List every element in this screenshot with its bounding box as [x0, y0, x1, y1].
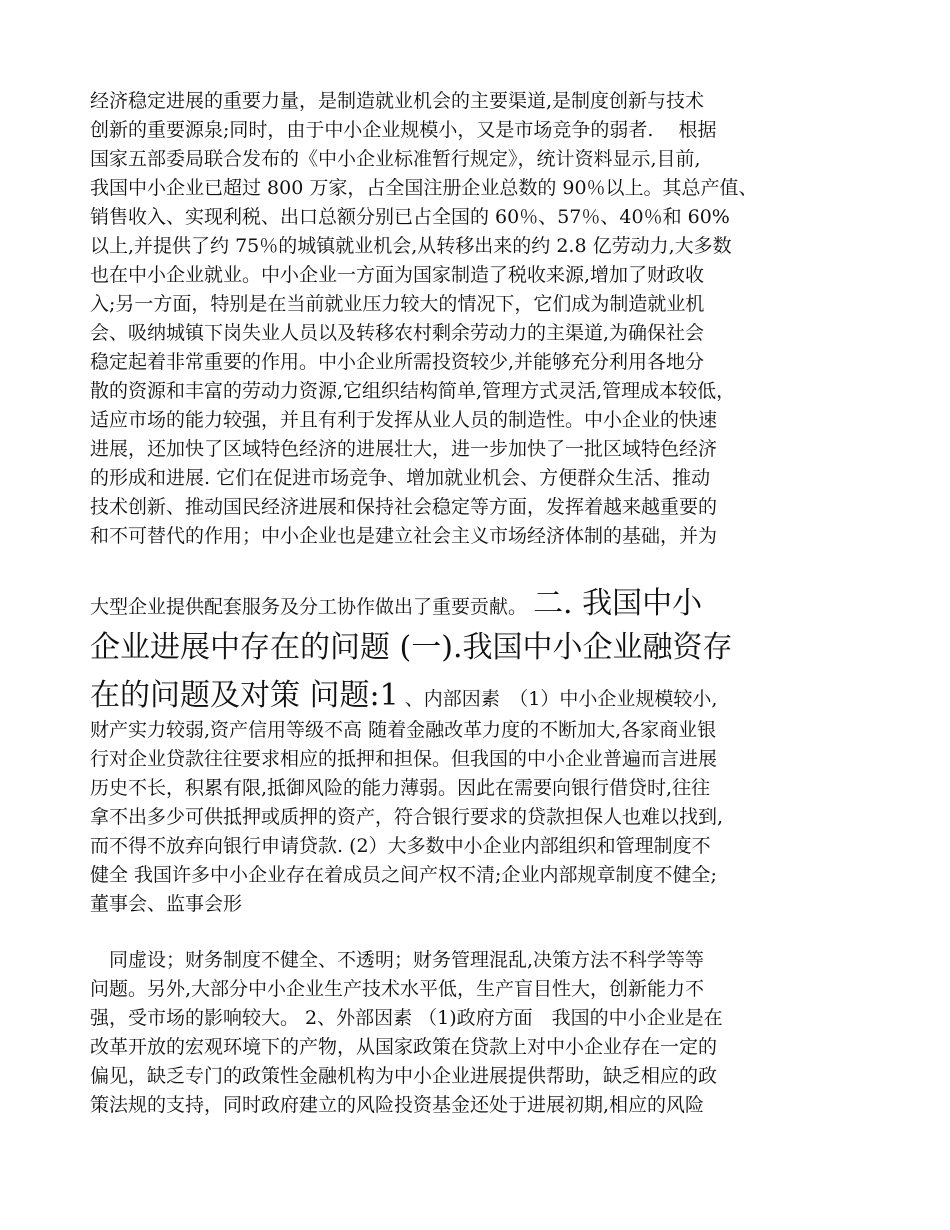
text-line: 国家五部委局联合发布的《中小企业标准暂行规定》，统计资料显示,目前, — [90, 148, 701, 170]
text-line: 策法规的支持，同时政府建立的风险投资基金还处于进展初期,相应的风险 — [90, 1094, 705, 1116]
text-line: 我国中小企业已超过 800 万家，占全国注册企业总数的 90％以上。其总产值、 — [90, 177, 758, 199]
text-line: 改革开放的宏观环境下的产物，从国家政策在贷款上对中小企业存在一定的 — [90, 1036, 718, 1058]
text-line: 问题。另外,大部分中小企业生产技术水平低，生产盲目性大，创新能力不 — [90, 978, 705, 1000]
text-line: 的形成和进展. 它们在促进市场竞争、增加就业机会、方便群众生活、推动 — [90, 467, 711, 489]
text-run: 、内部因素 （1）中小企业规模较小, — [404, 688, 718, 710]
heading-line: 企业进展中存在的问题 (一).我国中小企业融资存 — [90, 630, 733, 665]
text-line: 也在中小企业就业。中小企业一方面为国家制造了税收来源,增加了财政收 — [90, 264, 705, 286]
subheading-problems: 在的问题及对策 问题:1 — [90, 678, 399, 713]
text-line: 财产实力较弱,资产信用等级不高 随着金融改革力度的不断加大,各家商业银 — [90, 719, 717, 741]
text-line: 拿不出多少可供抵押或质押的资产，符合银行要求的贷款担保人也难以找到, — [90, 806, 724, 828]
text-line: 偏见，缺乏专门的政策性金融机构为中小企业进展提供帮助，缺乏相应的政 — [90, 1065, 718, 1087]
text-line: 强，受市场的影响较大。 2、外部因素 （1)政府方面 我国的中小企业是在 — [90, 1007, 723, 1029]
text-line: 和不可替代的作用；中小企业也是建立社会主义市场经济体制的基础，并为 — [90, 525, 718, 547]
text-line: 行对企业贷款往往要求相应的抵押和担保。但我国的中小企业普遍而言进展 — [90, 748, 718, 770]
text-line: 健全 我国许多中小企业存在着成员之间产权不清;企业内部规章制度不健全; — [90, 864, 717, 886]
text-run: 大型企业提供配套服务及分工协作做出了重要贡献。 — [90, 596, 528, 618]
text-line: 同虚设；财务制度不健全、不透明；财务管理混乱,决策方法不科学等等 — [90, 949, 705, 971]
mixed-line-subheading — [90, 676, 717, 716]
text-line: 进展，还加快了区域特色经济的进展壮大，进一步加快了一批区域特色经济 — [90, 438, 718, 460]
text-line: 而不得不放弃向银行申请贷款. (2）大多数中小企业内部组织和管理制度不 — [90, 835, 711, 857]
text-line: 散的资源和丰富的劳动力资源,它组织结构简单,管理方式灵活,管理成本较低， — [90, 380, 736, 402]
text-line: 以上,并提供了约 75％的城镇就业机会,从转移出来的约 2.8 亿劳动力,大多数 — [90, 235, 732, 257]
text-line: 技术创新、推动国民经济进展和保持社会稳定等方面，发挥着越来越重要的 — [90, 496, 718, 518]
mixed-line-section-heading — [90, 584, 702, 624]
text-line: 销售收入、实现利税、出口总额分别已占全国的 60％、57％、40％和 60% — [90, 206, 730, 228]
text-line: 历史不长，积累有限,抵御风险的能力薄弱。因此在需要向银行借贷时,往往 — [90, 777, 711, 799]
text-line: 经济稳定进展的重要力量，是制造就业机会的主要渠道,是制度创新与技术 — [90, 90, 705, 112]
text-line: 会、吸纳城镇下岗失业人员以及转移农村剩余劳动力的主渠道,为确保社会 — [90, 322, 705, 344]
text-line: 董事会、监事会形 — [90, 893, 243, 915]
section-heading-two: 二. 我国中小 — [533, 586, 703, 621]
text-line: 稳定起着非常重要的作用。中小企业所需投资较少,并能够充分利用各地分 — [90, 351, 705, 373]
text-line: 适应市场的能力较强，并且有利于发挥从业人员的制造性。中小企业的快速 — [90, 409, 718, 431]
text-line: 创新的重要源泉;同时，由于中小企业规模小，又是市场竞争的弱者. 根据 — [90, 119, 717, 141]
text-line: 入;另一方面，特别是在当前就业压力较大的情况下，它们成为制造就业机 — [90, 293, 705, 315]
